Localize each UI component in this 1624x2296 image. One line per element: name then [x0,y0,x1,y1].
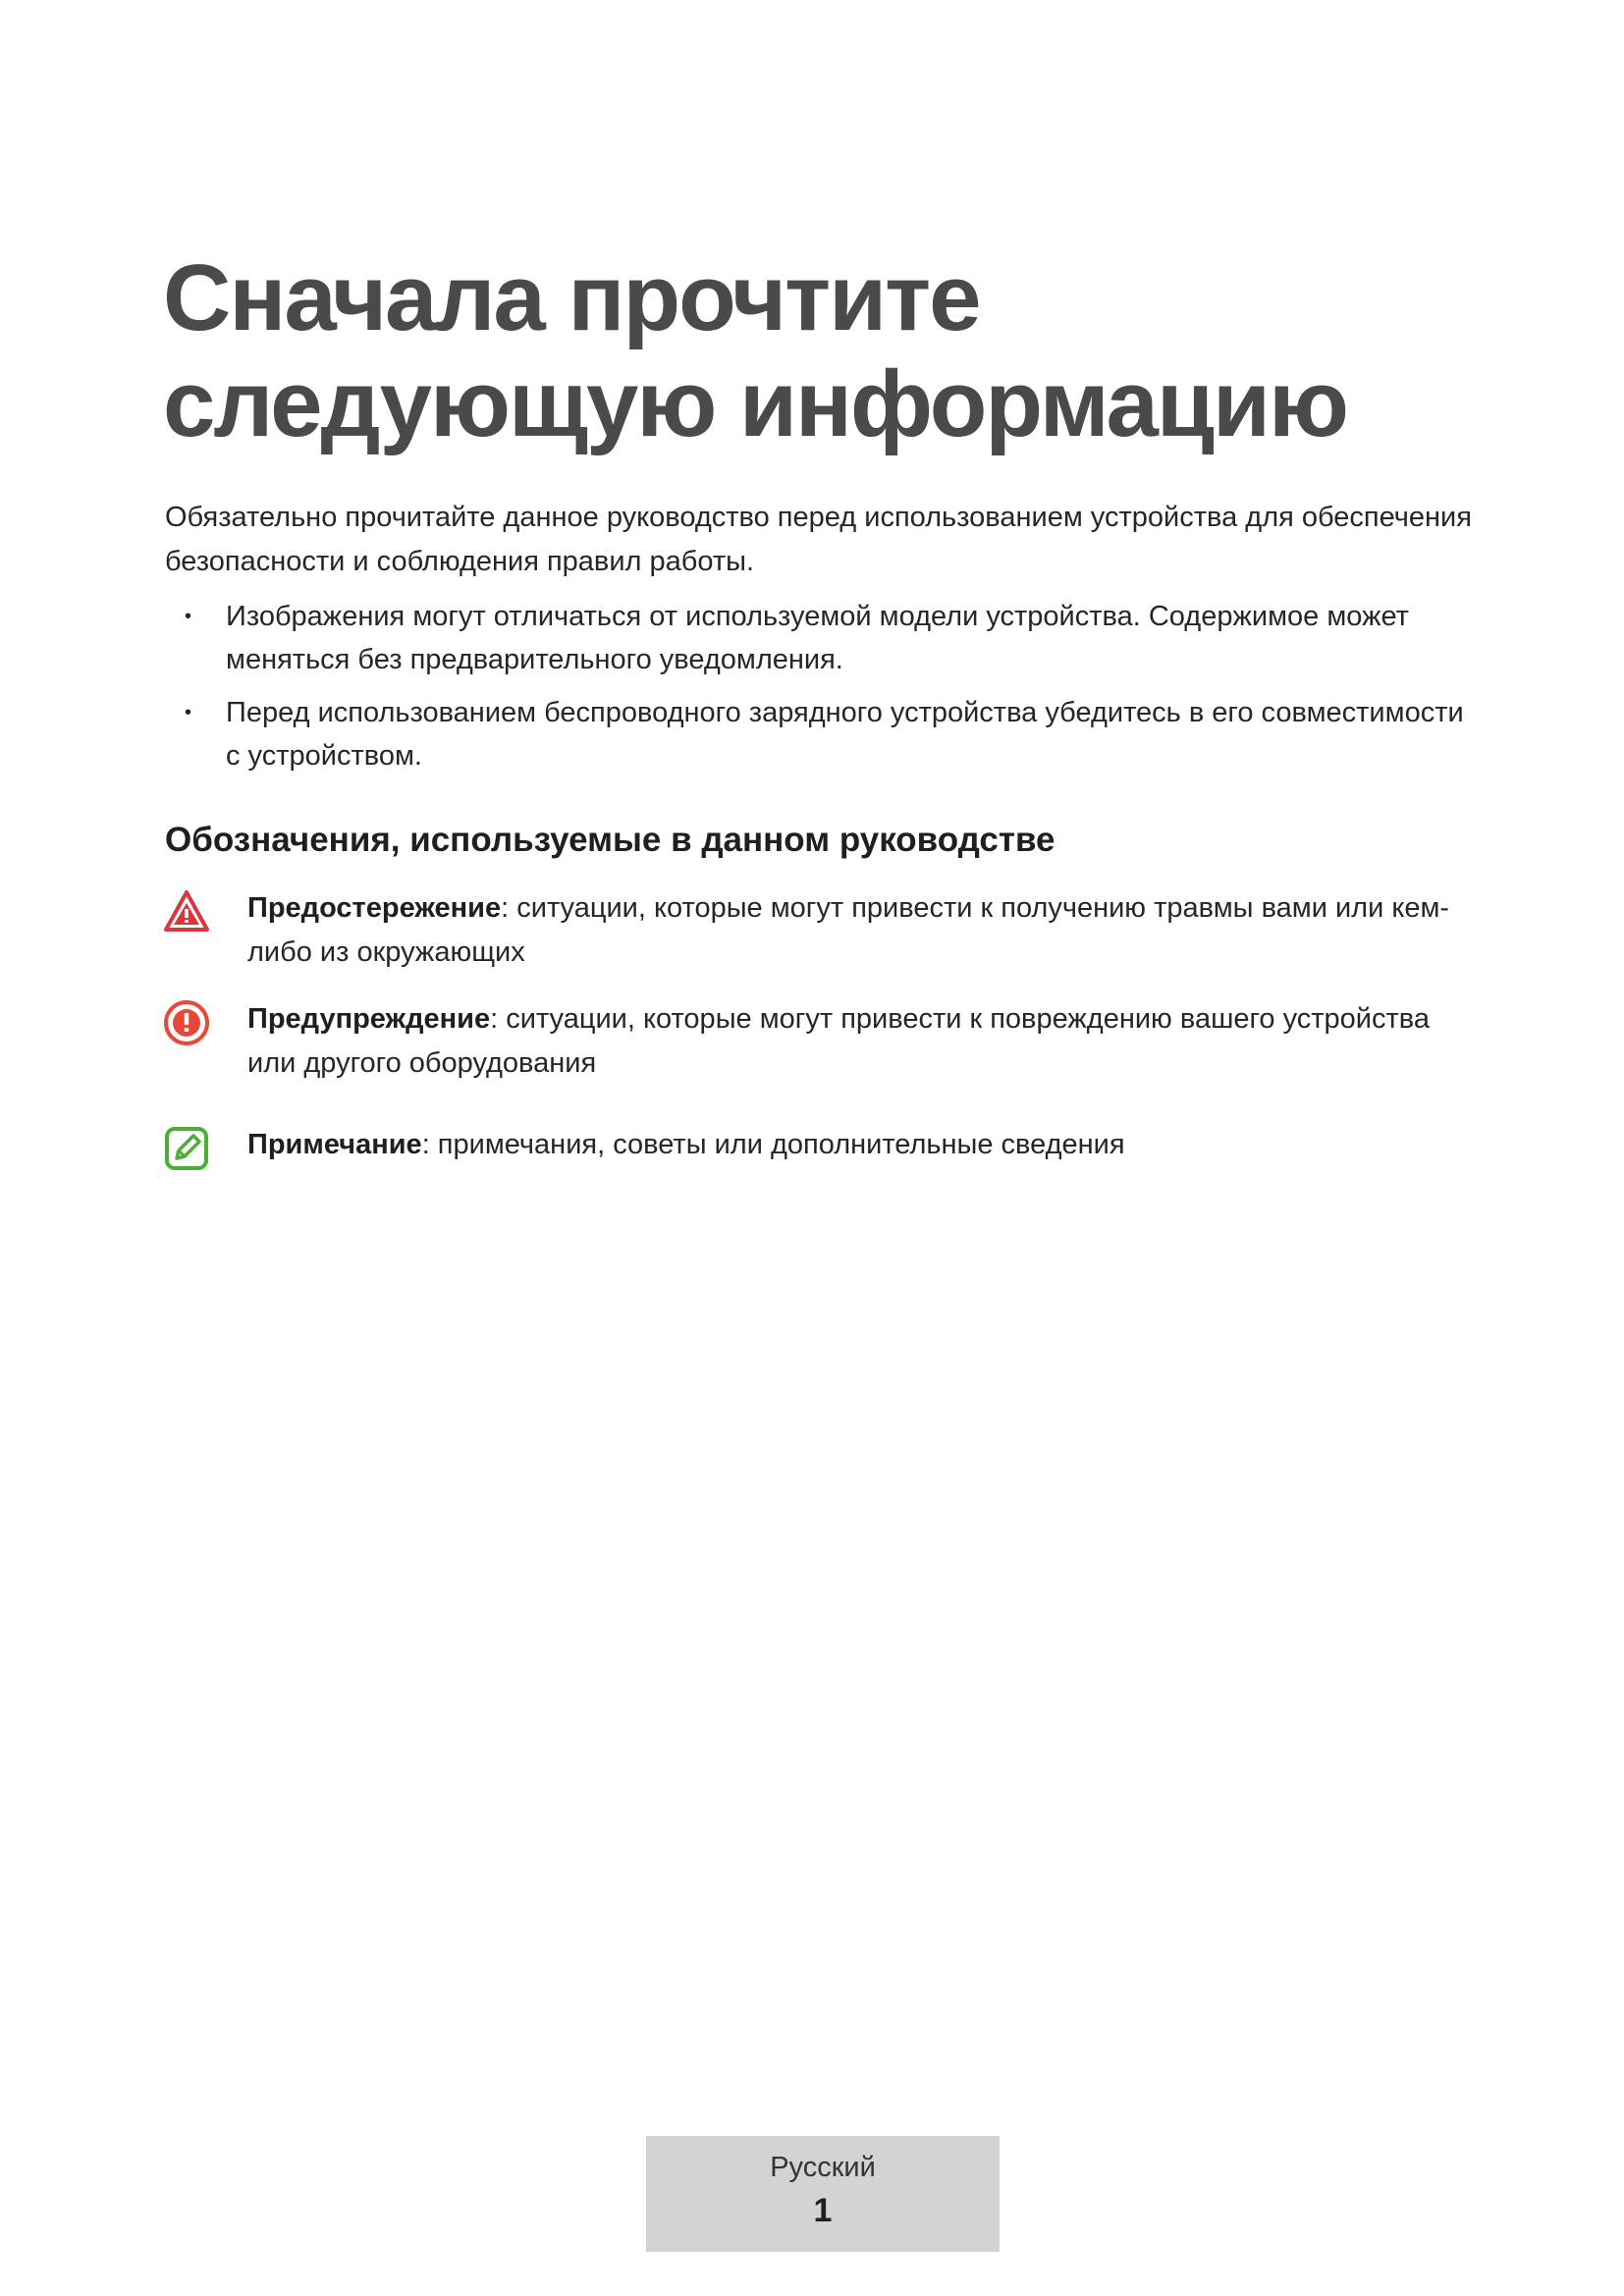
notice-description: : примечания, советы или дополнительные сведения [421,1129,1125,1160]
bullet-dot: • [185,702,192,723]
section-heading: Обозначения, используемые в данном руководстве [165,821,1056,859]
notice-text [247,886,1479,975]
notice-description: : ситуации, которые могут привести к повреждению вашего устройства или другого оборудования [247,1003,1430,1079]
bullet-text: Перед использованием беспроводного зарядного устройства убедитесь в его совместимости с устройством. [226,697,1464,772]
footer-language: Русский [770,2152,876,2183]
notice-warning [163,997,1479,1086]
bullet-dot: • [185,606,192,627]
notice-term: Предупреждение [247,1003,491,1035]
notice-description: : ситуации, которые могут привести к получению травмы вами или кем-либо из окружающих [247,892,1450,968]
intro-paragraph: Обязательно прочитайте данное руководство перед использованием устройства для обеспечения безопасности и соблюдения правил работы. [165,502,1472,577]
warning-circle-icon [163,999,210,1046]
notice-text [247,997,1479,1086]
notice-term: Примечание [247,1129,422,1160]
notice-caution [163,886,1479,975]
bullet-text: Изображения могут отличаться от используемой модели устройства. Содержимое может меняться без предварительного уведомления. [226,601,1409,675]
notice-text [247,1123,1479,1167]
page-title: Сначала прочтите следующую информацию [163,245,1347,456]
page-footer [646,2136,1000,2252]
page-number: 1 [813,2192,833,2229]
note-pen-icon [163,1125,210,1172]
caution-triangle-icon [163,888,210,935]
bullet-item [165,595,1481,681]
notice-note [163,1123,1479,1167]
bullet-list [165,595,1481,787]
bullet-item [165,691,1481,777]
notice-term: Предостережение [247,892,502,924]
